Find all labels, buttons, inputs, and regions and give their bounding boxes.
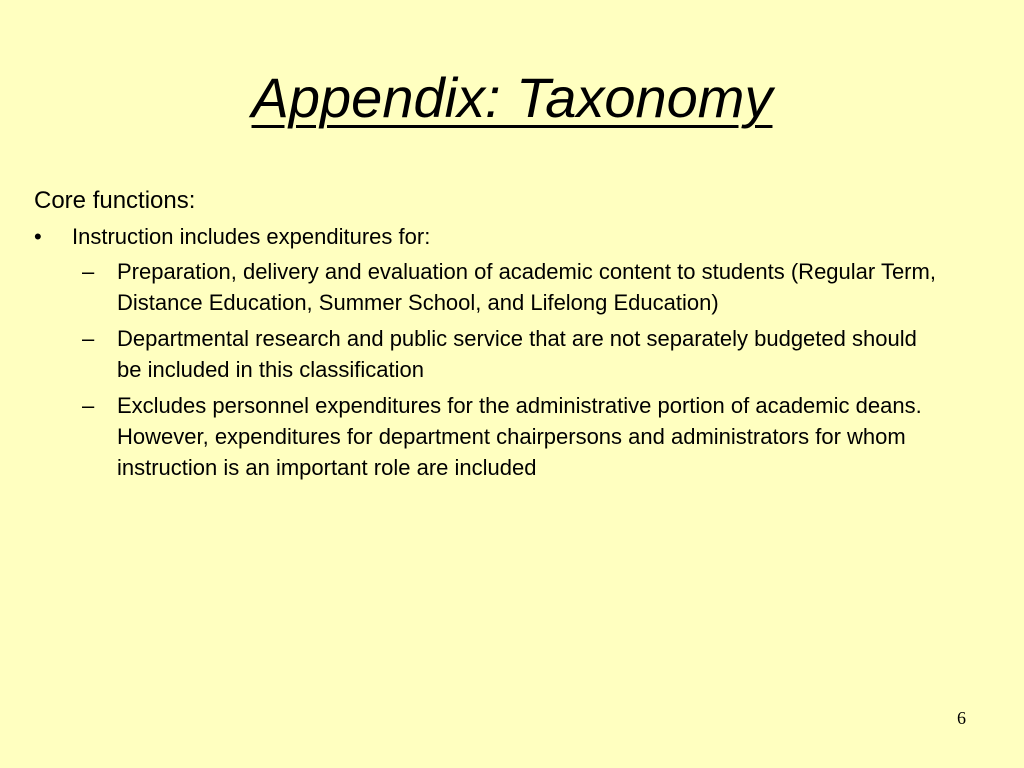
slide-title: Appendix: Taxonomy [251,66,773,129]
sub-item [82,256,974,318]
sub-item [82,390,974,483]
slide-content [34,184,974,488]
sub-list [82,256,974,483]
sub-item-text: Excludes personnel expenditures for the administrative portion of academic deans. However, expenditures for department chairpersons and administrators for whom instruction is an important role are included [117,393,922,480]
bullet-marker: • [34,224,42,249]
sub-marker: – [82,393,95,418]
bullet-item [34,222,974,252]
section-heading: Core functions: [34,187,196,214]
sub-marker: – [82,259,95,284]
page-number: 6 [957,708,966,728]
bullet-text: Instruction includes expenditures for: [72,224,431,249]
sub-item-text: Departmental research and public service that are not separately budgeted should be included in this classification [117,326,917,382]
sub-item-text: Preparation, delivery and evaluation of academic content to students (Regular Term, Distance Education, Summer School, and Lifelong Education) [117,259,936,315]
sub-item [82,323,974,385]
sub-marker: – [82,326,95,351]
